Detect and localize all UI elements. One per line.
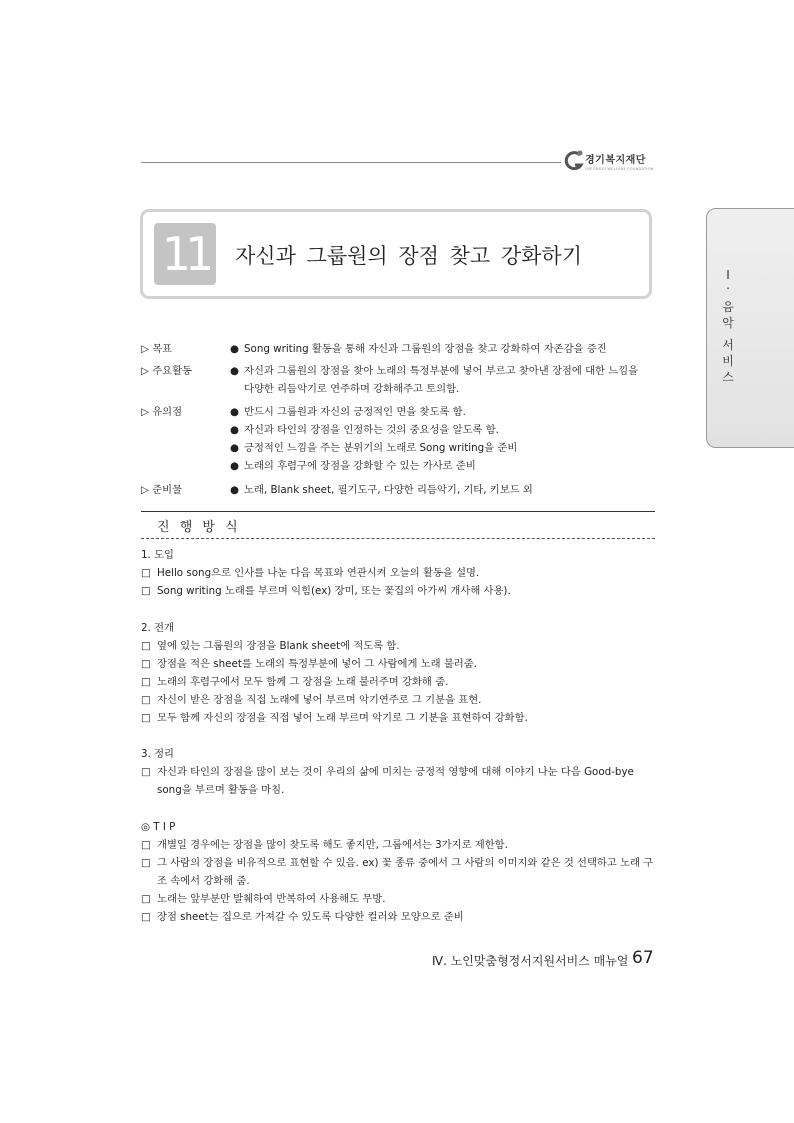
- checkbox-icon: □: [141, 766, 151, 778]
- materials-label: ▷ 준비물: [141, 484, 183, 496]
- summary-section: [141, 745, 661, 799]
- goal-item: ● Song writing 활동을 통해 자신과 그룹원의 장점을 찾고 강화하여 자존감을 증진: [230, 340, 670, 358]
- page-number: 67: [632, 948, 654, 968]
- checkbox-icon: □: [141, 911, 151, 923]
- checkbox-icon: □: [141, 839, 151, 851]
- summary-heading: 3. 정리: [141, 748, 174, 760]
- chapter-side-tab: [706, 208, 794, 448]
- intro-section: [141, 546, 661, 600]
- chapter-side-tab-label: Ⅰ . 음 악 서 비 스: [722, 268, 734, 384]
- bullet-icon: ●: [230, 460, 239, 472]
- notes-label: ▷ 유의점: [141, 406, 183, 418]
- notes-item: ● 반드시 그룹원과 자신의 긍정적인 면을 찾도록 함.: [230, 403, 670, 421]
- tip-section: [141, 818, 661, 926]
- session-title: 자신과 그룹원의 장점 찾고 강화하기: [235, 244, 582, 268]
- checkbox-icon: □: [141, 676, 151, 688]
- tip-heading: ◎ T I P: [141, 821, 176, 833]
- logo-mark-icon: [563, 149, 585, 173]
- intro-heading: 1. 도입: [141, 549, 174, 561]
- checkbox-icon: □: [141, 857, 151, 869]
- footer-chapter-title: Ⅳ. 노인맞춤형정서지원서비스 매뉴얼: [432, 954, 629, 968]
- list-item: □ 장점을 적은 sheet를 노래의 특정부분에 넣어 그 사람에게 노래 불러줌.: [141, 655, 661, 673]
- checkbox-icon: □: [141, 567, 151, 579]
- main-activity-label: ▷ 주요활동: [141, 365, 192, 377]
- materials-item: ● 노래, Blank sheet, 필기도구, 다양한 리듬악기, 기타, 키보드 외: [230, 481, 670, 499]
- section-dotted-rule: [141, 538, 655, 539]
- list-item: □ 모두 함께 자신의 장점을 직접 넣어 노래 부르며 악기로 그 기분을 표현하여 강화함.: [141, 709, 661, 727]
- checkbox-icon: □: [141, 658, 151, 670]
- main-activity-item: ● 자신과 그룹원의 장점을 찾아 노래의 특정부분에 넣어 부르고 찾아낸 장점에 대한 느낌을: [230, 362, 670, 380]
- notes-item: ● 노래의 후렴구에 장점을 강화할 수 있는 가사로 준비: [230, 457, 670, 475]
- logo-subtext: GYEONGGI WELFARE FOUNDATION: [585, 167, 654, 171]
- list-item: □ 개별일 경우에는 장점을 많이 찾도록 해도 좋지만, 그룹에서는 3가지로 제한함.: [141, 836, 661, 854]
- section-heading: 진 행 방 식: [157, 520, 241, 535]
- foundation-logo: [563, 149, 663, 179]
- checkbox-icon: □: [141, 640, 151, 652]
- notes-item: ● 긍정적인 느낌을 주는 분위기의 노래로 Song writing을 준비: [230, 439, 670, 457]
- bullet-icon: ●: [230, 365, 239, 377]
- session-number-box: [154, 223, 216, 285]
- development-section: [141, 619, 661, 727]
- checkbox-icon: □: [141, 585, 151, 597]
- bullet-icon: ●: [230, 424, 239, 436]
- session-title-box: [140, 209, 652, 299]
- checkbox-icon: □: [141, 893, 151, 905]
- list-item: □ 노래는 앞부분만 발췌하여 반복하여 사용해도 무방.: [141, 890, 661, 908]
- bullet-icon: ●: [230, 343, 239, 355]
- session-number: 11: [161, 227, 209, 281]
- bullet-icon: ●: [230, 442, 239, 454]
- logo-text: 경기복지재단: [585, 155, 646, 166]
- bullet-icon: ●: [230, 406, 239, 418]
- list-item: □ Song writing 노래를 부르며 익힘(ex) 장미, 또는 꽃집의 아가씨 개사해 사용).: [141, 582, 661, 600]
- list-item: □ Hello song으로 인사를 나눈 다음 목표와 연관시켜 오늘의 활동을 설명.: [141, 564, 661, 582]
- list-item: □ 그 사람의 장점을 비유적으로 표현할 수 있음. ex) 꽃 종류 중에서 그 사람의 이미지와 같은 것 선택하고 노래 구조 속에서 강화해 줌.: [141, 854, 661, 890]
- goal-label: ▷ 목표: [141, 343, 173, 355]
- section-top-rule: [141, 511, 655, 512]
- header-rule: [141, 162, 561, 163]
- list-item: □ 옆에 있는 그룹원의 장점을 Blank sheet에 적도록 함.: [141, 637, 661, 655]
- bullet-icon: ●: [230, 484, 239, 496]
- checkbox-icon: □: [141, 694, 151, 706]
- checkbox-icon: □: [141, 712, 151, 724]
- notes-item: ● 자신과 타인의 장점을 인정하는 것의 중요성을 알도록 함.: [230, 421, 670, 439]
- list-item: □ 자신과 타인의 장점을 많이 보는 것이 우리의 삶에 미치는 긍정적 영향에 대해 이야기 나눈 다음 Good-bye song을 부르며 활동을 마침.: [141, 763, 661, 799]
- main-activity-continued: 다양한 리듬악기로 연주하며 강화해주고 토의함.: [244, 383, 460, 395]
- list-item: □ 노래의 후렴구에서 모두 함께 그 장점을 노래 불러주며 강화해 줌.: [141, 673, 661, 691]
- development-heading: 2. 전개: [141, 622, 174, 634]
- list-item: □ 장점 sheet는 집으로 가져갈 수 있도록 다양한 컬러와 모양으로 준비: [141, 908, 661, 926]
- list-item: □ 자신이 받은 장점을 직접 노래에 넣어 부르며 악기연주로 그 기분을 표현.: [141, 691, 661, 709]
